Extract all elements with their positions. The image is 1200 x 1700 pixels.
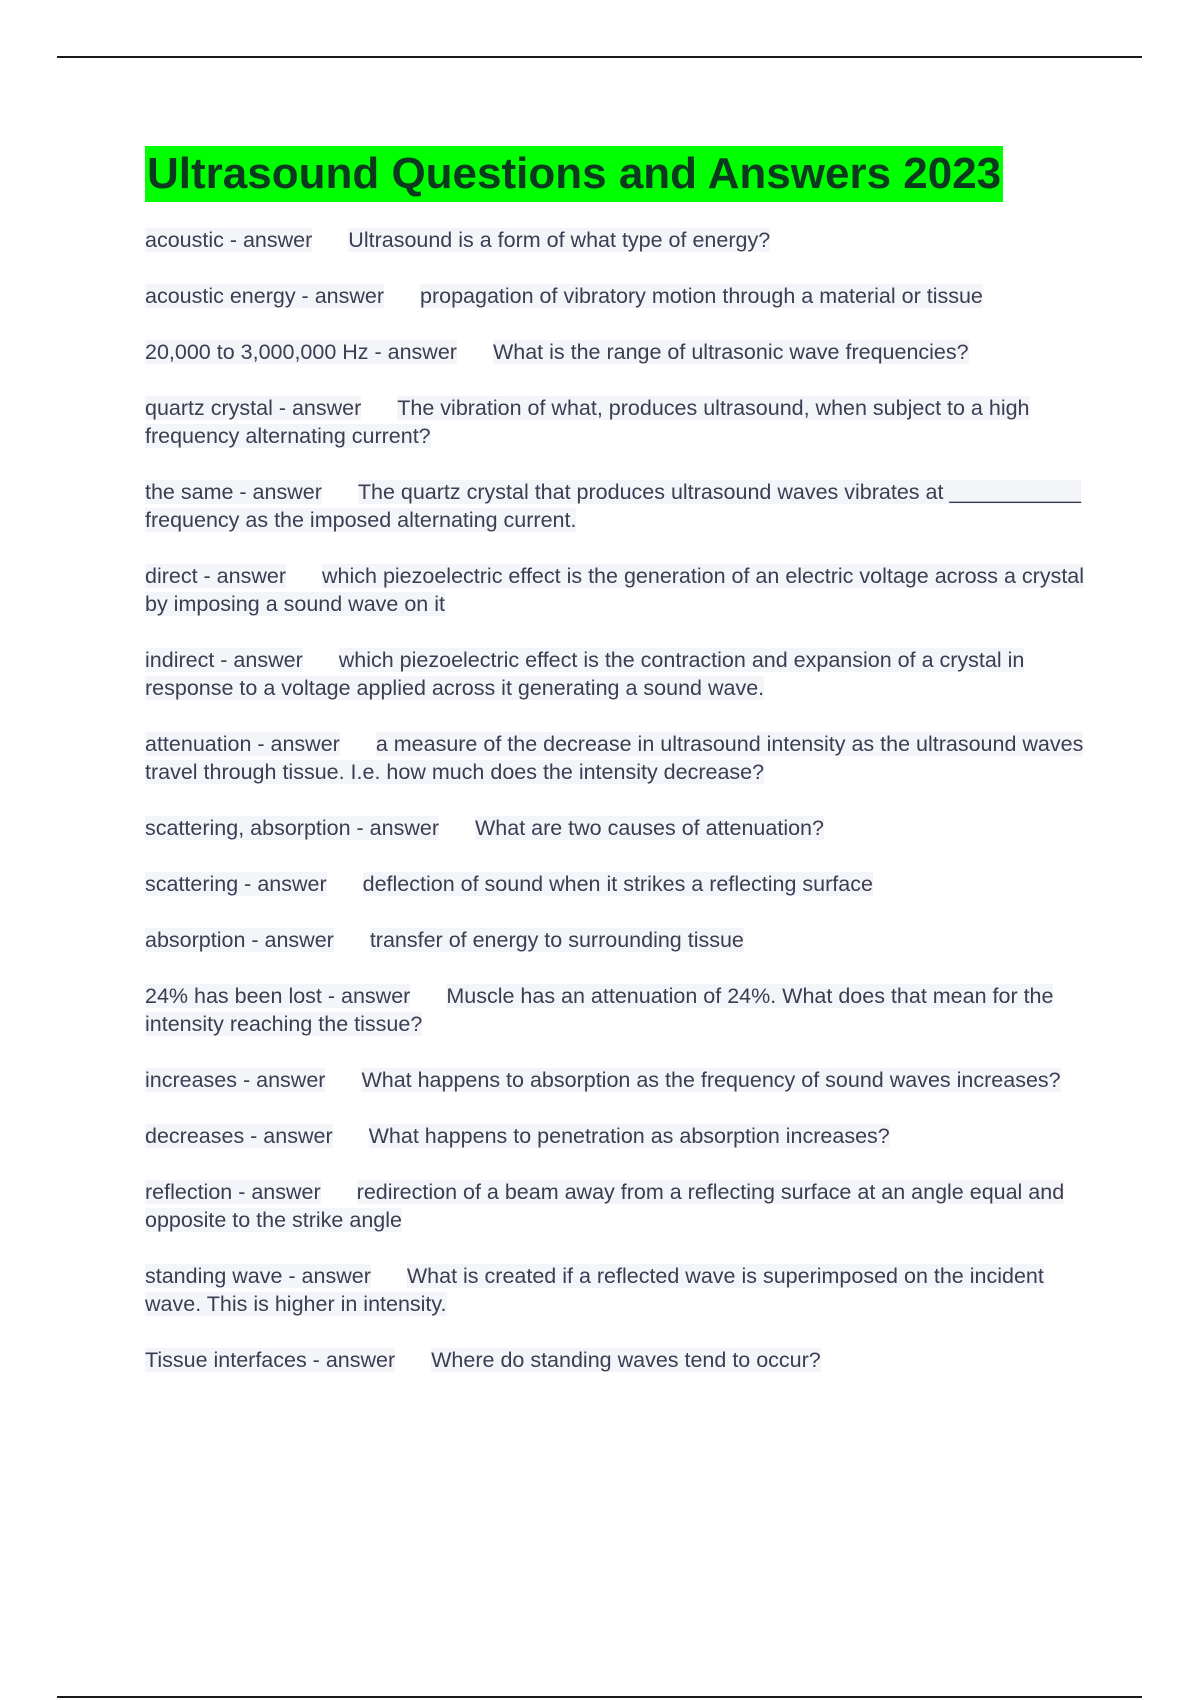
qa-answer: absorption - answer [145, 928, 334, 952]
qa-question: What is the range of ultrasonic wave frequencies? [492, 340, 969, 364]
qa-answer: acoustic - answer [145, 228, 313, 252]
qa-entry [145, 1122, 1090, 1150]
qa-entry [145, 646, 1090, 702]
qa-question: What happens to absorption as the frequency of sound waves increases? [361, 1068, 1061, 1092]
document-title: Ultrasound Questions and Answers 2023 [145, 146, 1003, 202]
qa-entry [145, 282, 1090, 310]
qa-question: deflection of sound when it strikes a reflecting surface [362, 872, 873, 896]
qa-entry [145, 870, 1090, 898]
qa-answer: Tissue interfaces - answer [145, 1348, 396, 1372]
qa-answer: reflection - answer [145, 1180, 321, 1204]
qa-question: Ultrasound is a form of what type of energy? [348, 228, 771, 252]
qa-entry [145, 926, 1090, 954]
qa-answer: quartz crystal - answer [145, 396, 362, 420]
qa-entry [145, 1262, 1090, 1318]
qa-question: What are two causes of attenuation? [474, 816, 824, 840]
qa-answer: acoustic energy - answer [145, 284, 384, 308]
qa-entry [145, 814, 1090, 842]
qa-answer: scattering - answer [145, 872, 327, 896]
qa-question: redirection of a beam away from a reflecting surface at an angle equal and opposite to the strike angle [145, 1180, 1065, 1232]
qa-answer: attenuation - answer [145, 732, 340, 756]
qa-answer: standing wave - answer [145, 1264, 371, 1288]
qa-question: What happens to penetration as absorption increases? [368, 1124, 890, 1148]
qa-answer: scattering, absorption - answer [145, 816, 439, 840]
qa-answer: the same - answer [145, 480, 322, 504]
top-rule [57, 56, 1142, 58]
qa-entry [145, 730, 1090, 786]
qa-answer: 20,000 to 3,000,000 Hz - answer [145, 340, 457, 364]
qa-entry [145, 982, 1090, 1038]
qa-question: Where do standing waves tend to occur? [431, 1348, 821, 1372]
qa-answer: 24% has been lost - answer [145, 984, 411, 1008]
qa-entry [145, 478, 1090, 534]
qa-question: Muscle has an attenuation of 24%. What does that mean for the intensity reaching the tissue? [145, 984, 1054, 1036]
qa-answer: increases - answer [145, 1068, 326, 1092]
qa-question: propagation of vibratory motion through a material or tissue [420, 284, 983, 308]
qa-list [145, 226, 1090, 1374]
qa-question: The quartz crystal that produces ultrasound waves vibrates at ___________ frequency as the imposed alternating current. [145, 480, 1081, 532]
qa-question: The vibration of what, produces ultrasound, when subject to a high frequency alternating current? [145, 396, 1030, 448]
qa-entry [145, 1178, 1090, 1234]
qa-entry [145, 1066, 1090, 1094]
qa-question: which piezoelectric effect is the generation of an electric voltage across a crystal by imposing a sound wave on it [145, 564, 1085, 616]
qa-question: What is created if a reflected wave is superimposed on the incident wave. This is higher in intensity. [145, 1264, 1044, 1316]
qa-entry [145, 394, 1090, 450]
qa-answer: decreases - answer [145, 1124, 333, 1148]
bottom-rule [57, 1696, 1142, 1698]
document-body [145, 146, 1090, 1402]
qa-entry [145, 338, 1090, 366]
qa-entry [145, 562, 1090, 618]
qa-answer: direct - answer [145, 564, 286, 588]
qa-answer: indirect - answer [145, 648, 303, 672]
qa-question: a measure of the decrease in ultrasound intensity as the ultrasound waves travel through tissue. I.e. how much does the intensity decrease? [145, 732, 1084, 784]
qa-question: transfer of energy to surrounding tissue [369, 928, 744, 952]
qa-entry [145, 226, 1090, 254]
qa-question: which piezoelectric effect is the contraction and expansion of a crystal in response to a voltage applied across it generating a sound wave. [145, 648, 1025, 700]
qa-entry [145, 1346, 1090, 1374]
